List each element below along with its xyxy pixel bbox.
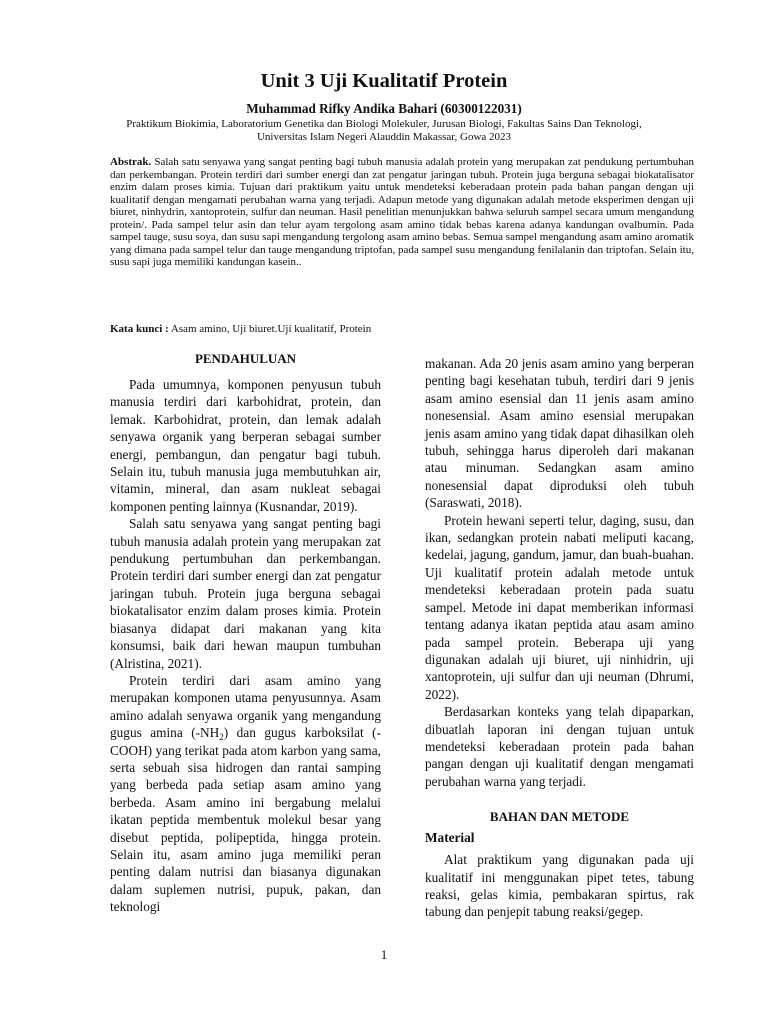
paragraph-part: ) dan gugus karboksilat (-COOH) yang terikat pada atom karbon yang sama, serta sebuah sisa hidrogen dan rantai samping yang berbeda pada setiap asam amino yang berbeda. Asam amino ini bergabung melalui ikatan peptida membentuk molekul besar yang disebut peptida, polipeptida, hingga protein. Selain itu, asam amino juga memiliki peran penting dalam nutrisi dan biasanya digunakan dalam suplemen nutrisi, pupuk, pakan, dan teknologi bbox=[110, 725, 381, 915]
paragraph: Alat praktikum yang digunakan pada uji kualitatif ini menggunakan pipet tetes, tabung reaksi, gelas kimia, pembakaran spirtus, rak tabung dan penjepit tabung reaksi/gegep. bbox=[425, 852, 694, 920]
right-column bbox=[425, 355, 694, 921]
paragraph: Protein hewani seperti telur, daging, susu, dan ikan, sedangkan protein nabati meliputi kacang, kedelai, jagung, gandum, jamur, dan buah-buahan. Uji kualitatif protein adalah metode untuk mendeteksi keberadaan protein pada suatu sampel. Metode ini dapat memberikan informasi tentang adanya ikatan peptida atau asam amino pada sampel protein. Beberapa uji yang digunakan adalah uji biuret, uji ninhidrin, uji xantoprotein, uji sulfur dan uji neuman (Dhrumi, 2022). bbox=[425, 512, 695, 702]
keywords-text: Asam amino, Uji biuret.Uji kualitatif, Protein bbox=[168, 323, 372, 335]
page-number: 1 bbox=[380, 947, 388, 962]
keywords-label: Kata kunci : bbox=[110, 323, 169, 335]
paragraph: Salah satu senyawa yang sangat penting bagi tubuh manusia adalah protein yang merupakan zat pendukung pertumbuhan dan perkembangan. Protein terdiri dari sumber energi dan zat pengatur jaringan tubuh. Protein juga berguna sebagai biokatalisator enzim dalam proses kimia. Protein biasanya didapat dari makanan yang kita konsumsi, baik dari hewan maupun tumbuhan (Alristina, 2021). bbox=[110, 516, 381, 671]
affiliation-line-2: Universitas Islam Negeri Alauddin Makassar, Gowa 2023 bbox=[256, 131, 512, 143]
paragraph: Berdasarkan konteks yang telah dipaparkan, dibuatlah laporan ini dengan tujuan untuk mendeteksi keberadaan protein pada bahan pangan dengan uji kualitatif dengan mengamati perubahan warna yang terjadi. bbox=[425, 704, 694, 789]
author-line: Muhammad Rifky Andika Bahari (60300122031) bbox=[246, 101, 522, 116]
affiliation bbox=[0, 118, 768, 144]
abstract-label: Abstrak. bbox=[110, 156, 152, 168]
subsection-heading-material: Material bbox=[425, 830, 475, 846]
abstract bbox=[110, 156, 694, 269]
paper-title: Unit 3 Uji Kualitatif Protein bbox=[260, 70, 508, 92]
paragraph-part: Protein terdiri dari asam amino yang merupakan komponen utama penyusunnya. Asam amino adalah senyawa organik yang mengandung gugus amina (-NH bbox=[110, 672, 381, 741]
paragraph bbox=[110, 672, 381, 916]
affiliation-line-1: Praktikum Biokimia, Laboratorium Genetika dan Biologi Molekuler, Jurusan Biologi, Fakultas Sains Dan Teknologi, bbox=[126, 118, 642, 130]
paragraph: makanan. Ada 20 jenis asam amino yang berperan penting bagi kesehatan tubuh, terdiri dari 9 jenis asam amino esensial dan 11 jenis asam amino nonesensial. Asam amino esensial merupakan jenis asam amino yang tidak dapat dihasilkan oleh tubuh, sehingga harus diperoleh dari makanan atau minuman. Sedangkan asam amino nonesensial dapat diproduksi oleh tubuh (Saraswati, 2018). bbox=[425, 356, 694, 511]
left-column bbox=[110, 350, 381, 916]
keywords bbox=[110, 323, 694, 336]
subscript: 2 bbox=[219, 732, 224, 743]
section-heading-bahan-dan-metode: BAHAN DAN METODE bbox=[489, 809, 630, 825]
section-heading-pendahuluan: PENDAHULUAN bbox=[194, 351, 297, 366]
abstract-text: Salah satu senyawa yang sangat penting bagi tubuh manusia adalah protein yang merupakan zat pendukung pertumbuhan dan perkembangan. Protein terdiri dari sumber energi dan zat pengatur jaringan tubuh. Protein juga berguna sebagai biokatalisator enzim dalam proses kimia. Tujuan dari praktikum yaitu untuk mendeteksi keberadaan protein pada bahan pangan dengan uji kualitatif dengan mengamati perubahan warna yang terjadi. Adapun metode yang digunakan adalah metode eksperimen dengan uji biuret, ninhydrin, xantoprotein, sulfur dan neuman. Hasil penelitian menunjukkan bahwa seluruh sampel secara umum mengandung protein/. Pada sampel telur asin dan telur ayam tergolong asam amino tidak bebas karena adanya kandungan ovalbumin. Pada sampel tauge, susu soya, dan susu sapi mengandung tergolong asam amino bebas. Semua sampel mengandung asam amino aromatik yang dimana pada sampel telur dan tauge mengandung triptofan, pada sampel susu mengandung fenilalanin dan triptofan. Selain itu, susu sapi juga memiliki kandungan kasein.. bbox=[110, 156, 694, 268]
paragraph: Pada umumnya, komponen penyusun tubuh manusia terdiri dari karbohidrat, protein, dan lemak. Karbohidrat, protein, dan lemak adalah senyawa organik yang berperan sebagai sumber energi, pembangun, dan pengatur bagi tubuh. Selain itu, tubuh manusia juga membutuhkan air, vitamin, mineral, dan asam nukleat sebagai komponen penting lainnya (Kusnandar, 2019). bbox=[110, 377, 381, 514]
